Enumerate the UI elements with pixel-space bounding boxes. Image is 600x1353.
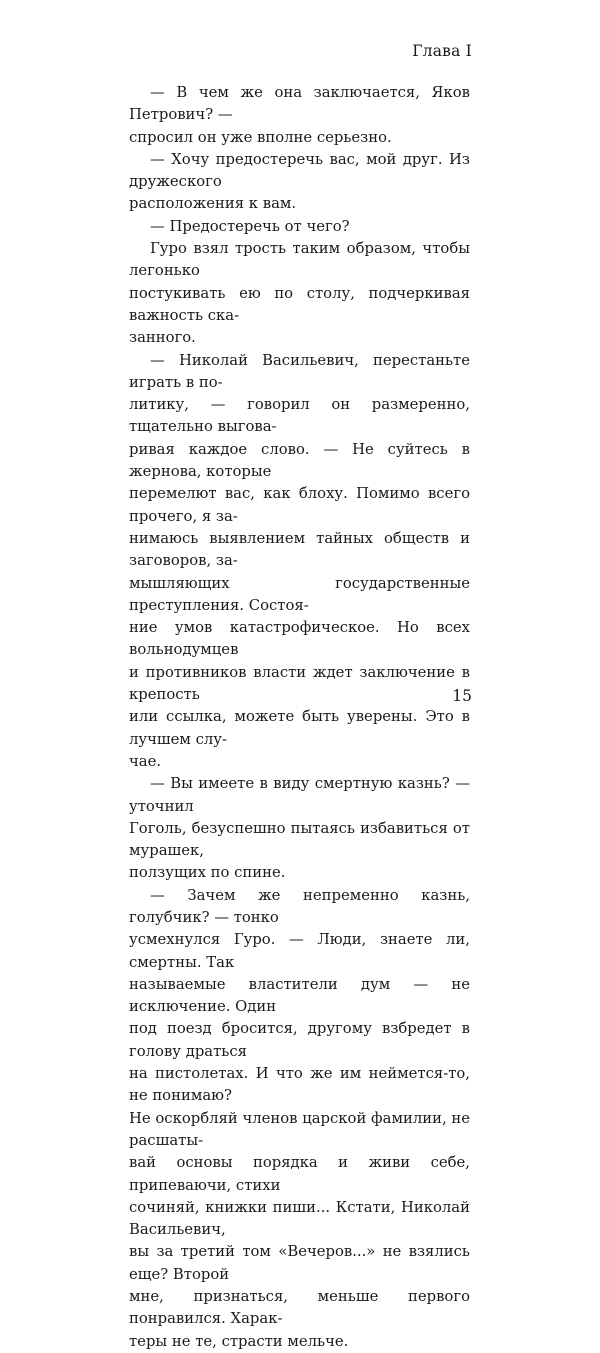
paragraph: — Николай Васильевич, перестаньте играть в по- литику, — говорил он размеренно, тщательно выгова- ривая каждое слово. — Не суйтесь в жернова, которые перемелют вас, как блоху. Помимо всего прочего, я за- нимаюсь выявлением тайных обществ и заговоров, за- мышляющих государственные преступления. Состоя- ние умов катастрофическое. Но всех вольнодумцев и противников власти ждет заключение в крепость или ссылка, можете быть уверены. Это в лучшем слу- чае. xyxy=(129,351,470,770)
page-body xyxy=(129,82,470,1353)
paragraph: — В чем же она заключается, Яков Петрович? — спросил он уже вполне серьезно. xyxy=(129,84,470,146)
paragraph: — Зачем же непременно казнь, голубчик? — тонко усмехнулся Гуро. — Люди, знаете ли, смертны. Так называемые властители дум — не исключение. Один под поезд бросится, другому взбредет в голову драться на пистолетах. И что же им неймется-то, не понимаю? Не оскорбляй членов царской фамилии, не расшаты- вай основы порядка и живи себе, припеваючи, стихи сочиняй, книжки пиши... Кстати, Николай Васильевич, вы за третий том «Вечеров...» не взялись еще? Второй мне, признаться, меньше первого понравился. Харак- теры не те, страсти мельче. xyxy=(129,886,470,1350)
running-head-chapter: Глава I xyxy=(412,42,472,60)
paragraph: — Хочу предостеречь вас, мой друг. Из дружеского расположения к вам. xyxy=(129,150,470,213)
paragraph: — Вы имеете в виду смертную казнь? — уточнил Гоголь, безуспешно пытаясь избавиться от мурашек, ползущих по спине. xyxy=(129,775,470,882)
paragraph: — Предостеречь от чего? xyxy=(150,217,350,235)
paragraph: Гуро взял трость таким образом, чтобы легонько постукивать ею по столу, подчеркивая важность ска- занного. xyxy=(129,240,470,347)
page-number: 15 xyxy=(452,687,472,705)
